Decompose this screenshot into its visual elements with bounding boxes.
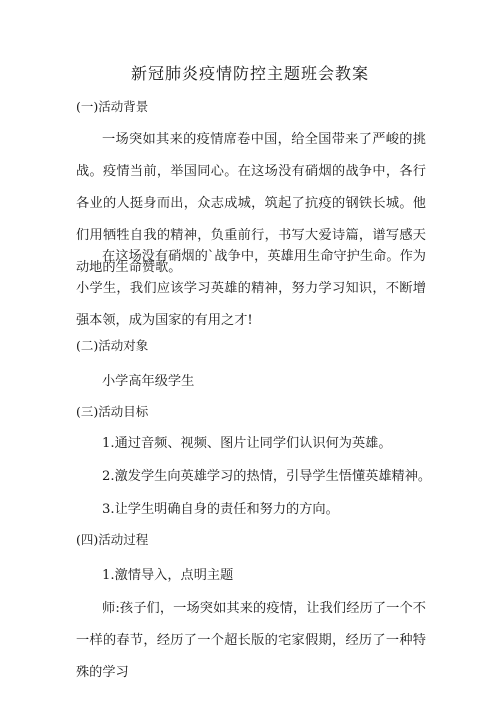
audience-line: 小学高年级学生 bbox=[102, 374, 195, 389]
process-paragraph-1: 师:孩子们，一场突如其来的疫情，让我们经历了一个不一样的春节，经历了一个超长版的宅家假期，经历了一种特殊的学习 bbox=[76, 601, 426, 680]
process-step-1: 1.激情导入，点明主题 bbox=[102, 568, 234, 583]
paragraph-background-2: 在这场没有硝烟的`战争中，英雄用生命守护生命。作为小学生，我们应该学习英雄的精神，努力学习知识，不断增强本领，成为国家的有用之才! bbox=[76, 249, 426, 328]
section-heading-goals: (三)活动目标 bbox=[76, 404, 149, 419]
goal-item-1: 1.通过音频、视频、图片让同学们认识何为英雄。 bbox=[102, 436, 392, 451]
goal-item-3: 3.让学生明确自身的责任和努力的方向。 bbox=[102, 502, 339, 517]
goal-item-2: 2.激发学生向英雄学习的热情，引导学生悟懂英雄精神。 bbox=[102, 469, 432, 484]
paragraph-background-1: 一场突如其来的疫情席卷中国，给全国带来了严峻的挑战。疫情当前，举国同心。在这场没有硝烟的战争中，各行各业的人挺身而出，众志成城，筑起了抗疫的钢铁长城。他们用牺牲自我的精神，负重前行，书写大爱诗篇，谱写感天动地的生命赞歌。 bbox=[76, 132, 426, 275]
document-title: 新冠肺炎疫情防控主题班会教案 bbox=[130, 64, 369, 83]
section-heading-process: (四)活动过程 bbox=[76, 532, 149, 547]
section-heading-audience: (二)活动对象 bbox=[76, 338, 149, 353]
section-heading-background: (一)活动背景 bbox=[76, 99, 149, 114]
